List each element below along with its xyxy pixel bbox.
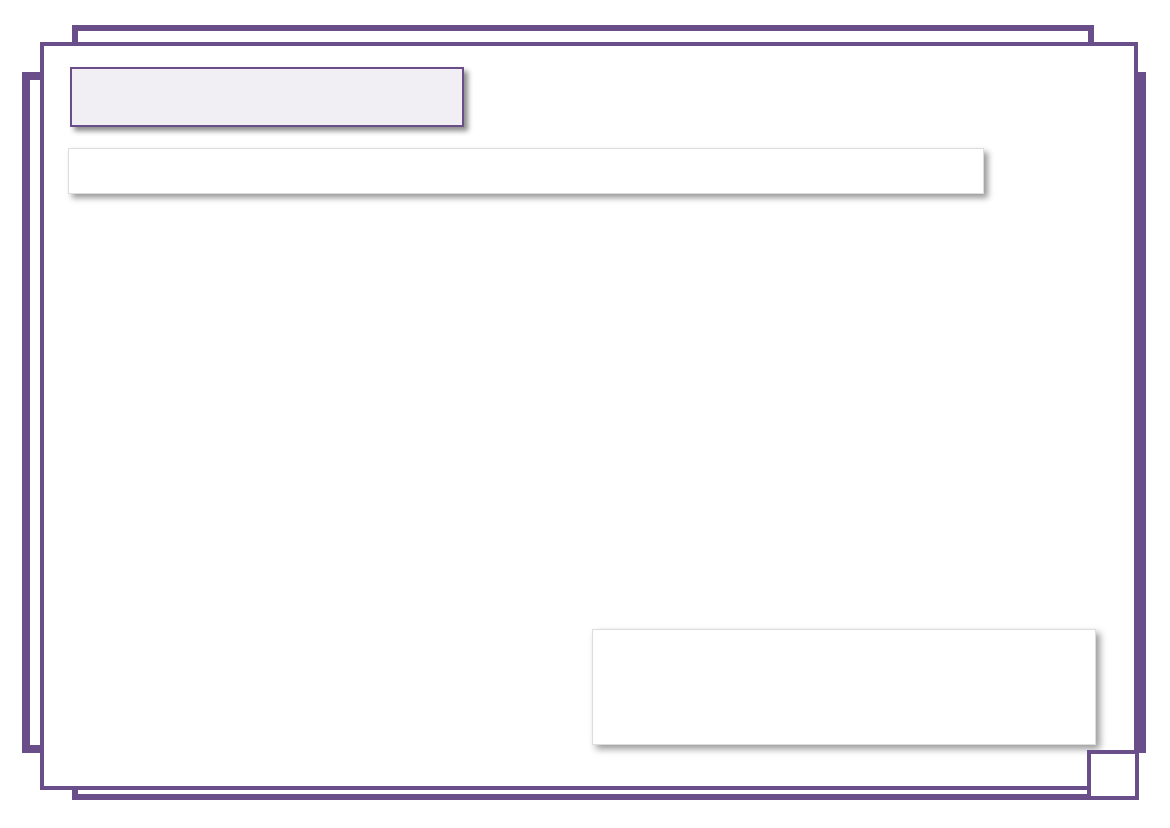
staff-aeolian <box>592 510 1098 620</box>
page-title <box>70 67 464 127</box>
section-subtitle <box>68 148 984 194</box>
staff-phrygian <box>60 360 560 470</box>
staff-lydian <box>592 360 1098 470</box>
staff-mixolydian <box>60 510 560 620</box>
staff-locrian <box>60 650 560 760</box>
definition-box <box>592 629 1096 745</box>
staff-dorian <box>598 225 1098 335</box>
page-number <box>1087 750 1139 800</box>
staff-ionian <box>60 225 560 335</box>
